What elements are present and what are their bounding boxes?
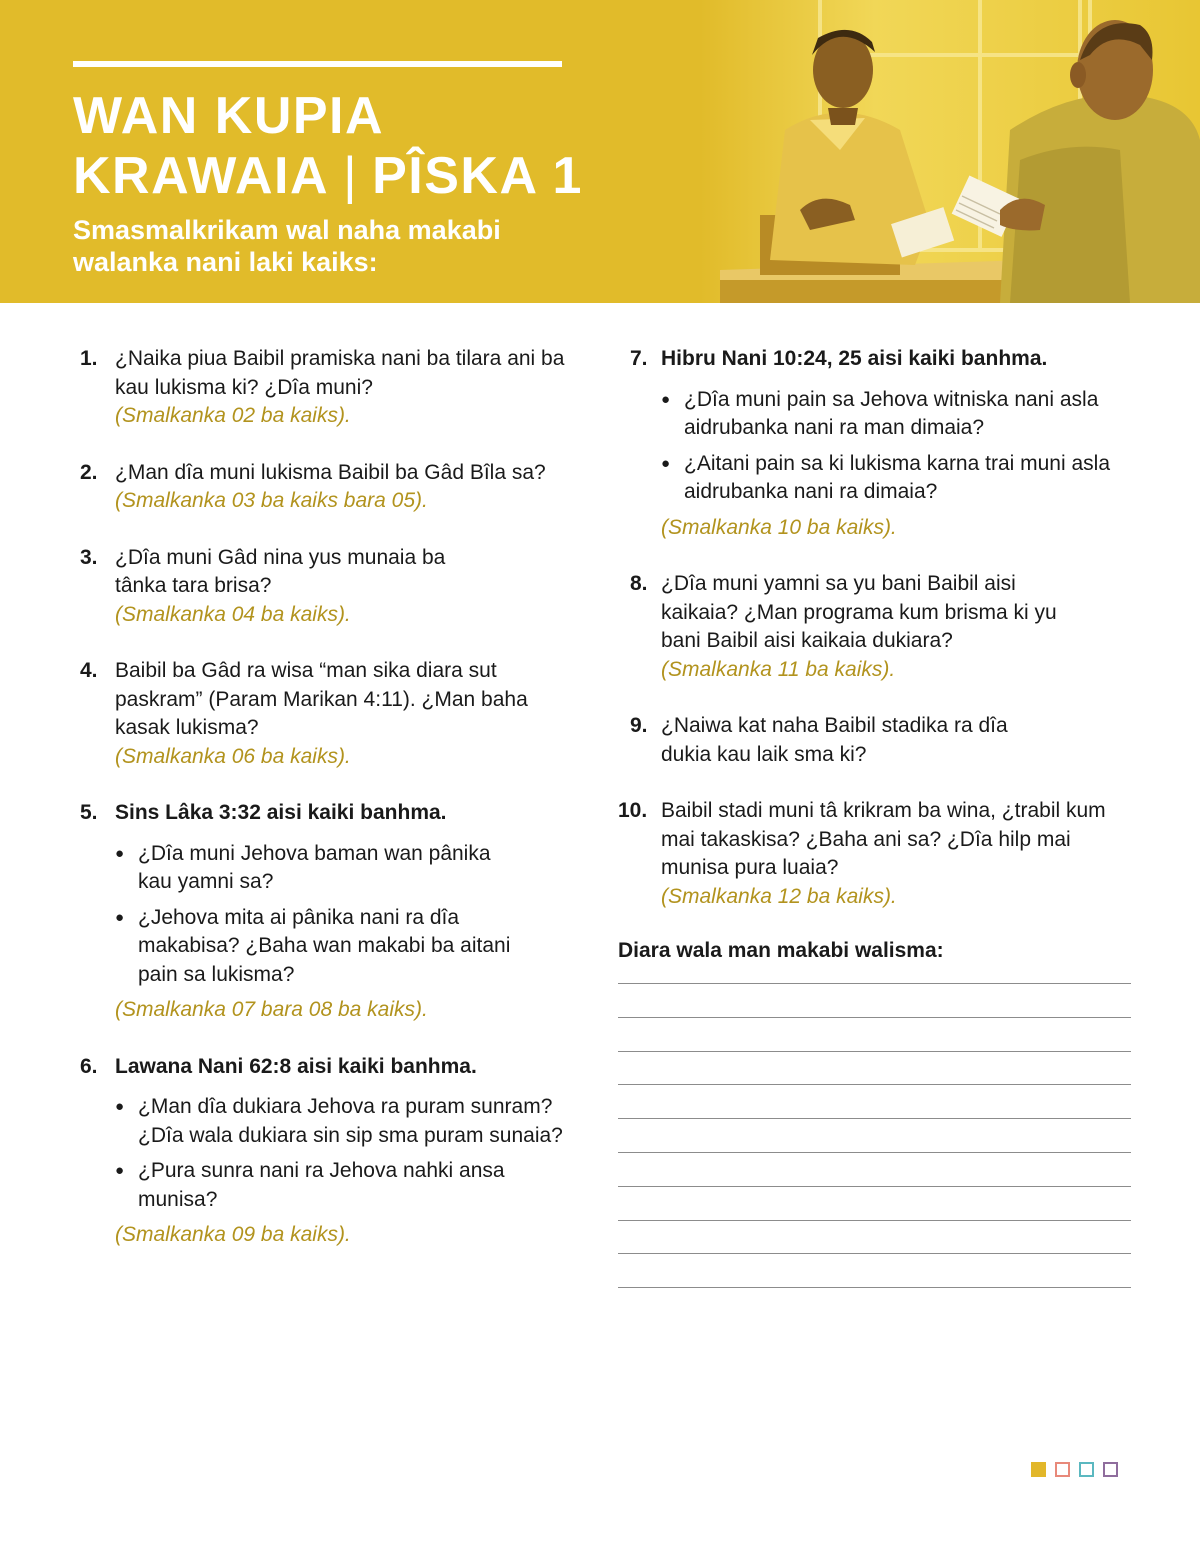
bullet-item: ● ¿Dîa muni pain sa Jehova witniska nani asla aidrubanka nani ra man dimaia? bbox=[661, 386, 1104, 443]
paragraph-reference: (Smalkanka 07 bara 08 ba kaiks). bbox=[115, 998, 428, 1021]
question-text: Lawana Nani 62:8 aisi kaiki banhma. bbox=[115, 1054, 477, 1078]
question-text: Baibil ba Gâd ra wisa “man sika diara sut paskram” (Param Marikan 4:11). ¿Man baha kasak lukisma? bbox=[115, 659, 528, 739]
note-line[interactable] bbox=[618, 983, 1131, 984]
question-text: Baibil stadi muni tâ krikram ba wina, ¿trabil kum mai takaskisa? ¿Baha ani sa? ¿Dîa hilp mai munisa pura luaia? bbox=[661, 799, 1106, 879]
note-line[interactable] bbox=[618, 1051, 1131, 1052]
paragraph-reference: (Smalkanka 02 ba kaiks). bbox=[115, 404, 351, 427]
question-number: 6. bbox=[80, 1054, 98, 1078]
question-text: ¿Naika piua Baibil pramiska nani ba tilara ani ba kau lukisma ki? ¿Dîa muni? bbox=[115, 347, 565, 399]
question-text: ¿Dîa muni Gâd nina yus munaia ba tânka tara brisa? bbox=[115, 545, 446, 597]
two-men-bible-study-illustration bbox=[700, 0, 1200, 303]
page-title bbox=[73, 86, 583, 206]
question-8 bbox=[618, 570, 1138, 684]
question-number: 9. bbox=[630, 714, 648, 737]
note-line[interactable] bbox=[618, 1287, 1131, 1288]
note-line[interactable] bbox=[618, 1084, 1131, 1085]
questions-right-column bbox=[618, 345, 1138, 1288]
notes-lines[interactable] bbox=[618, 983, 1138, 1288]
header-rule bbox=[73, 61, 562, 67]
paragraph-reference: (Smalkanka 12 ba kaiks). bbox=[661, 884, 897, 908]
question-text: ¿Man dîa muni lukisma Baibil ba Gâd Bîla sa? bbox=[115, 460, 546, 484]
note-line[interactable] bbox=[618, 1253, 1131, 1254]
bullet-item: ● ¿Aitani pain sa ki lukisma karna trai muni asla aidrubanka nani ra dimaia? bbox=[661, 450, 1138, 507]
question-text: ¿Naiwa kat naha Baibil stadika ra dîa dukia kau laik sma ki? bbox=[661, 714, 1008, 766]
paragraph-reference: (Smalkanka 03 ba kaiks bara 05). bbox=[115, 489, 428, 512]
question-number: 7. bbox=[630, 347, 648, 370]
question-number: 1. bbox=[80, 347, 98, 370]
question-10 bbox=[618, 797, 1138, 911]
paragraph-reference: (Smalkanka 11 ba kaiks). bbox=[661, 657, 896, 681]
progress-square bbox=[1103, 1462, 1118, 1477]
progress-square bbox=[1079, 1462, 1094, 1477]
note-line[interactable] bbox=[618, 1220, 1131, 1221]
progress-square-filled bbox=[1031, 1462, 1046, 1477]
bullet-list bbox=[661, 386, 1138, 507]
notes-label: Diara wala man makabi walisma: bbox=[618, 939, 944, 962]
question-1 bbox=[80, 345, 600, 431]
question-9 bbox=[618, 712, 1138, 769]
note-line[interactable] bbox=[618, 1118, 1131, 1119]
question-2 bbox=[80, 459, 600, 516]
title-line-1: WAN KUPIA bbox=[73, 87, 385, 145]
question-5 bbox=[80, 799, 600, 1025]
header-banner bbox=[0, 0, 1200, 303]
question-7 bbox=[618, 345, 1138, 542]
question-number: 4. bbox=[80, 659, 98, 682]
question-text: Sins Lâka 3:32 aisi kaiki banhma. bbox=[115, 801, 447, 824]
question-3 bbox=[80, 544, 600, 630]
bullet-item: ● ¿Man dîa dukiara Jehova ra puram sunram? ¿Dîa wala dukiara sin sip sma puram sunaia? bbox=[115, 1093, 600, 1150]
note-line[interactable] bbox=[618, 1152, 1131, 1153]
question-number: 5. bbox=[80, 801, 98, 824]
bullet-item: ● ¿Pura sunra nani ra Jehova nahki ansa munisa? bbox=[115, 1157, 548, 1214]
paragraph-reference: (Smalkanka 09 ba kaiks). bbox=[115, 1223, 351, 1246]
question-text: Hibru Nani 10:24, 25 aisi kaiki banhma. bbox=[661, 347, 1048, 370]
title-line-2: KRAWAIA | PÎSKA 1 bbox=[73, 147, 583, 205]
bullet-list bbox=[115, 840, 600, 990]
paragraph-reference: (Smalkanka 10 ba kaiks). bbox=[661, 515, 897, 539]
bullet-item: ● ¿Dîa muni Jehova baman wan pânika kau yamni sa? bbox=[115, 840, 518, 897]
question-4 bbox=[80, 657, 600, 771]
question-6 bbox=[80, 1053, 600, 1250]
note-line[interactable] bbox=[618, 1017, 1131, 1018]
question-number: 8. bbox=[630, 572, 648, 595]
question-number: 2. bbox=[80, 460, 98, 484]
bullet-item: ● ¿Jehova mita ai pânika nani ra dîa makabisa? ¿Baha wan makabi ba aitani pain sa lukisma? bbox=[115, 904, 513, 990]
progress-square bbox=[1055, 1462, 1070, 1477]
question-number: 10. bbox=[618, 799, 648, 822]
note-line[interactable] bbox=[618, 1186, 1131, 1187]
paragraph-reference: (Smalkanka 06 ba kaiks). bbox=[115, 744, 351, 768]
progress-indicator bbox=[1031, 1462, 1118, 1477]
paragraph-reference: (Smalkanka 04 ba kaiks). bbox=[115, 602, 351, 626]
page-subtitle: Smasmalkrikam wal naha makabi walanka nani laki kaiks: bbox=[73, 215, 501, 277]
question-number: 3. bbox=[80, 545, 98, 569]
questions-left-column bbox=[80, 345, 600, 1278]
bullet-list bbox=[115, 1093, 600, 1214]
question-text: ¿Dîa muni yamni sa yu bani Baibil aisi kaikaia? ¿Man programa kum brisma ki yu bani Baibil aisi kaikaia dukiara? bbox=[661, 572, 1057, 652]
